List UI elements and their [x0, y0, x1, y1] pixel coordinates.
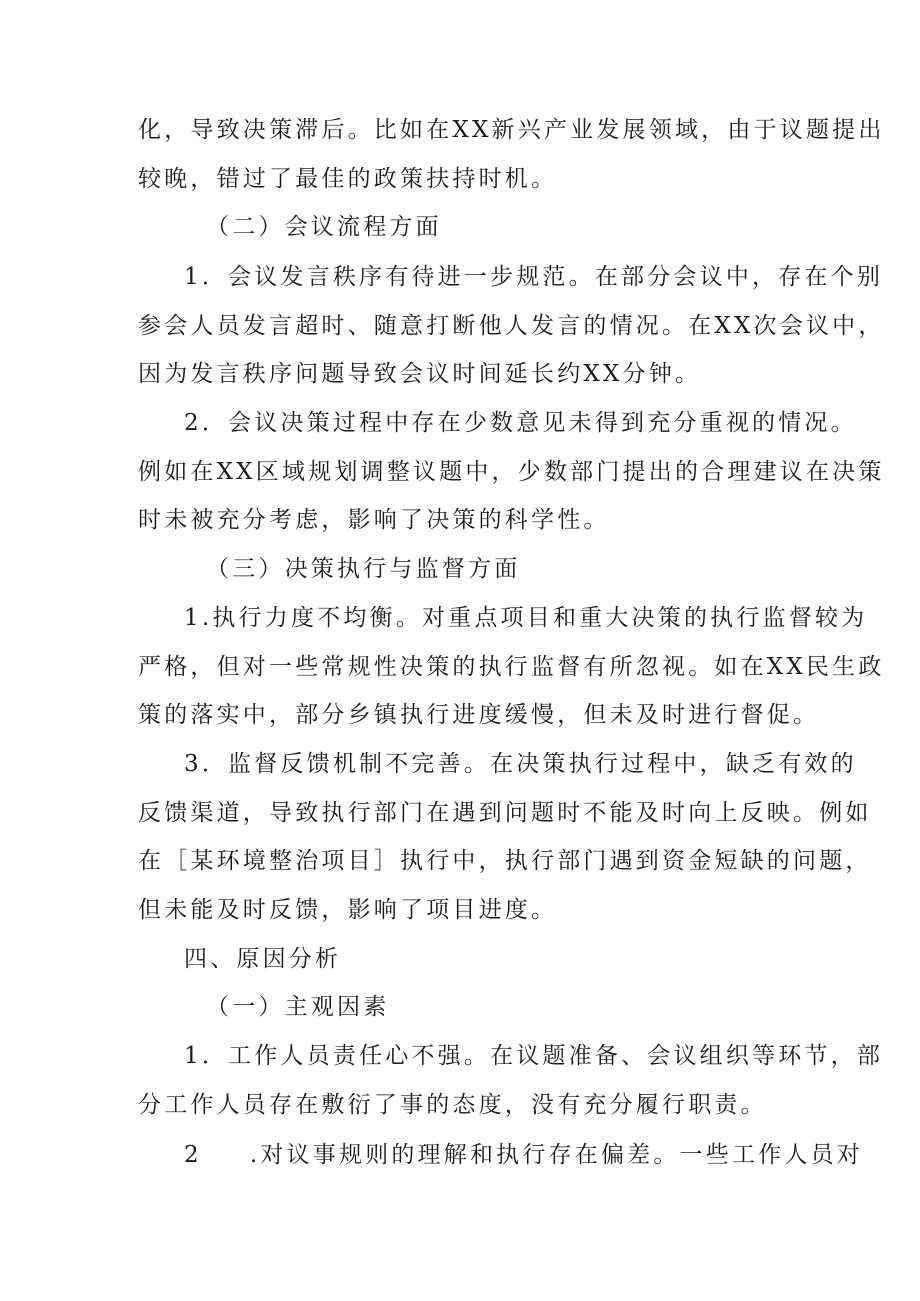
section-heading: （一）主观因素: [206, 994, 390, 1020]
body-line: 策的落实中，部分乡镇执行进度缓慢，但未及时进行督促。: [138, 702, 820, 728]
body-line: 参会人员发言超时、随意打断他人发言的情况。在XX次会议中，: [138, 313, 885, 339]
body-line: 化，导致决策滞后。比如在XX新兴产业发展领域，由于议题提出: [138, 117, 885, 143]
body-line: 反馈渠道，导致执行部门在遇到问题时不能及时向上反映。例如: [138, 800, 872, 826]
body-line: 1．会议发言秩序有待进一步规范。在部分会议中，存在个别: [184, 264, 884, 290]
body-line: 在［某环境整治项目］执行中，执行部门遇到资金短缺的问题，: [138, 848, 872, 874]
section-heading: （二）会议流程方面: [206, 214, 442, 240]
body-line: 1.执行力度不均衡。对重点项目和重大决策的执行监督较为: [184, 605, 868, 631]
body-line: 分工作人员存在敷衍了事的态度，没有充分履行职责。: [138, 1092, 767, 1118]
body-line: 但未能及时反馈，影响了项目进度。: [138, 897, 558, 923]
body-line: 较晚，错过了最佳的政策扶持时机。: [138, 166, 558, 192]
body-line: 时未被充分考虑，影响了决策的科学性。: [138, 507, 610, 533]
body-line: 1．工作人员责任心不强。在议题准备、会议组织等环节，部: [184, 1043, 884, 1069]
body-line: 严格，但对一些常规性决策的执行监督有所忽视。如在XX民生政: [138, 654, 885, 680]
section-heading: 四、原因分析: [184, 946, 342, 972]
body-line: 因为发言秩序问题导致会议时间延长约XX分钟。: [138, 361, 702, 387]
body-line: 2．会议决策过程中存在少数意见未得到充分重视的情况。: [184, 410, 857, 436]
item-number: 2: [184, 1142, 202, 1168]
item-text: .对议事规则的理解和执行存在偏差。一些工作人员对: [249, 1142, 863, 1168]
body-line: [184, 1140, 920, 1170]
body-line: 例如在XX区域规划调整议题中，少数部门提出的合理建议在决策: [138, 459, 885, 485]
section-heading: （三）决策执行与监督方面: [206, 556, 521, 582]
body-line: 3．监督反馈机制不完善。在决策执行过程中，缺乏有效的: [184, 751, 857, 777]
